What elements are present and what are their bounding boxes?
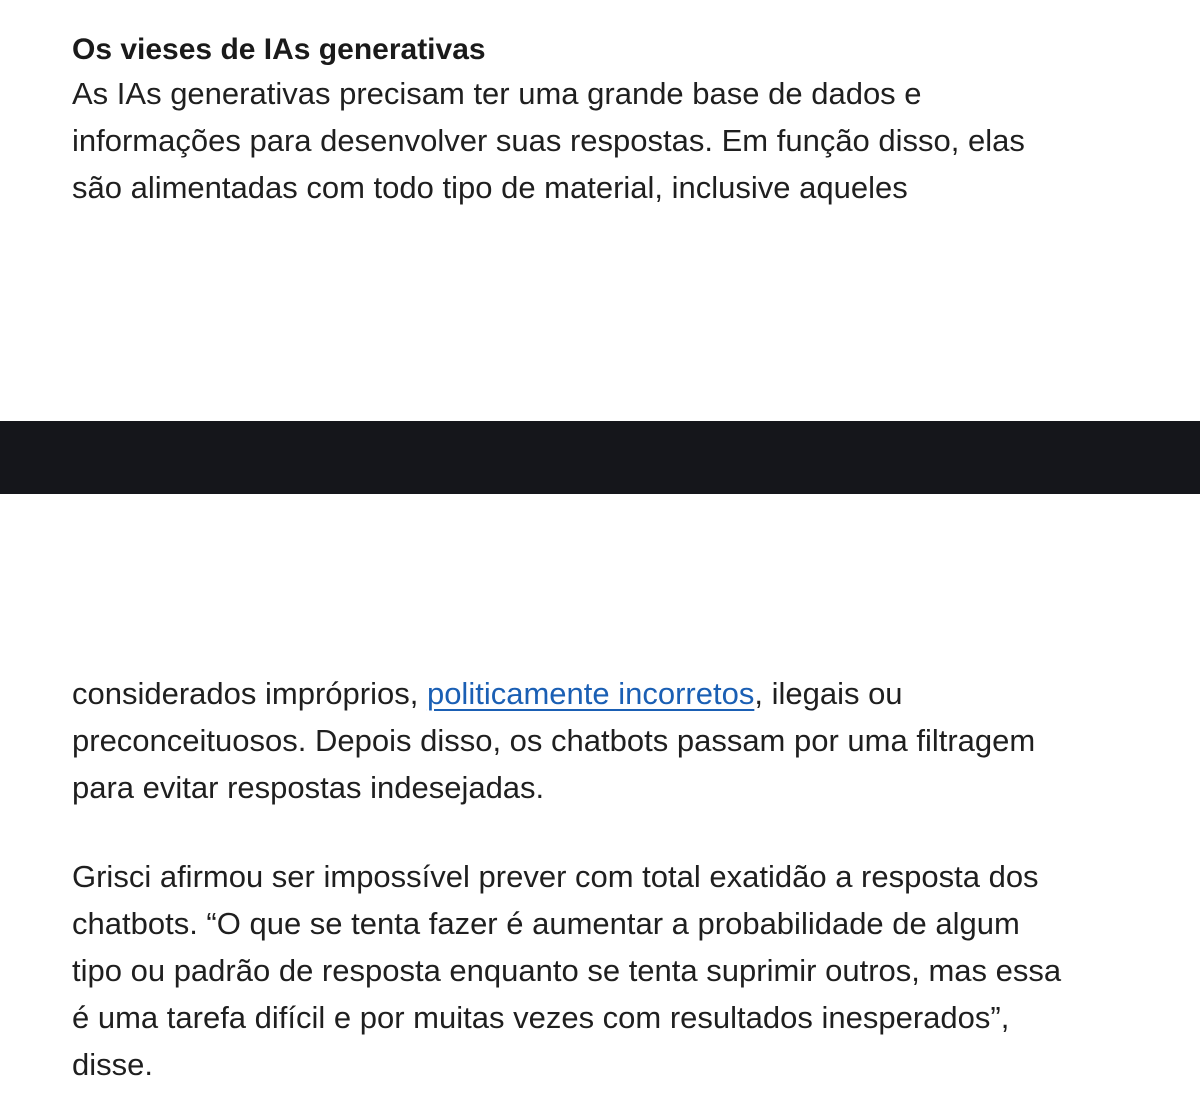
paragraph-3-line: é uma tarefa difícil e por muitas vezes com resultados inesperados”,	[72, 1000, 1010, 1035]
paragraph-1	[72, 70, 1025, 211]
paragraph-1-line: As IAs generativas precisam ter uma grande base de dados e	[72, 76, 922, 111]
paragraph-1-line: informações para desenvolver suas respostas. Em função disso, elas	[72, 123, 1025, 158]
paragraph-2	[72, 670, 1035, 811]
paragraph-3-line: chatbots. “O que se tenta fazer é aumentar a probabilidade de algum	[72, 906, 1020, 941]
paragraph-2-text-before-link: considerados impróprios,	[72, 676, 427, 711]
paragraph-1-line: são alimentadas com todo tipo de material, inclusive aqueles	[72, 170, 908, 205]
paragraph-2-line: para evitar respostas indesejadas.	[72, 770, 545, 805]
paragraph-3-line: disse.	[72, 1047, 153, 1082]
paragraph-3-line: Grisci afirmou ser impossível prever com total exatidão a resposta dos	[72, 859, 1039, 894]
paragraph-3-line: tipo ou padrão de resposta enquanto se tenta suprimir outros, mas essa	[72, 953, 1062, 988]
politicamente-incorretos-link[interactable]: politicamente incorretos	[426, 676, 755, 711]
paragraph-2-text-after-link: , ilegais ou	[754, 676, 903, 711]
paragraph-3	[72, 853, 1061, 1088]
paragraph-2-line	[72, 670, 1035, 717]
paragraph-2-line: preconceituosos. Depois disso, os chatbots passam por uma filtragem	[72, 723, 1036, 758]
black-divider-band	[0, 421, 1200, 494]
section-heading: Os vieses de IAs generativas	[72, 33, 486, 66]
